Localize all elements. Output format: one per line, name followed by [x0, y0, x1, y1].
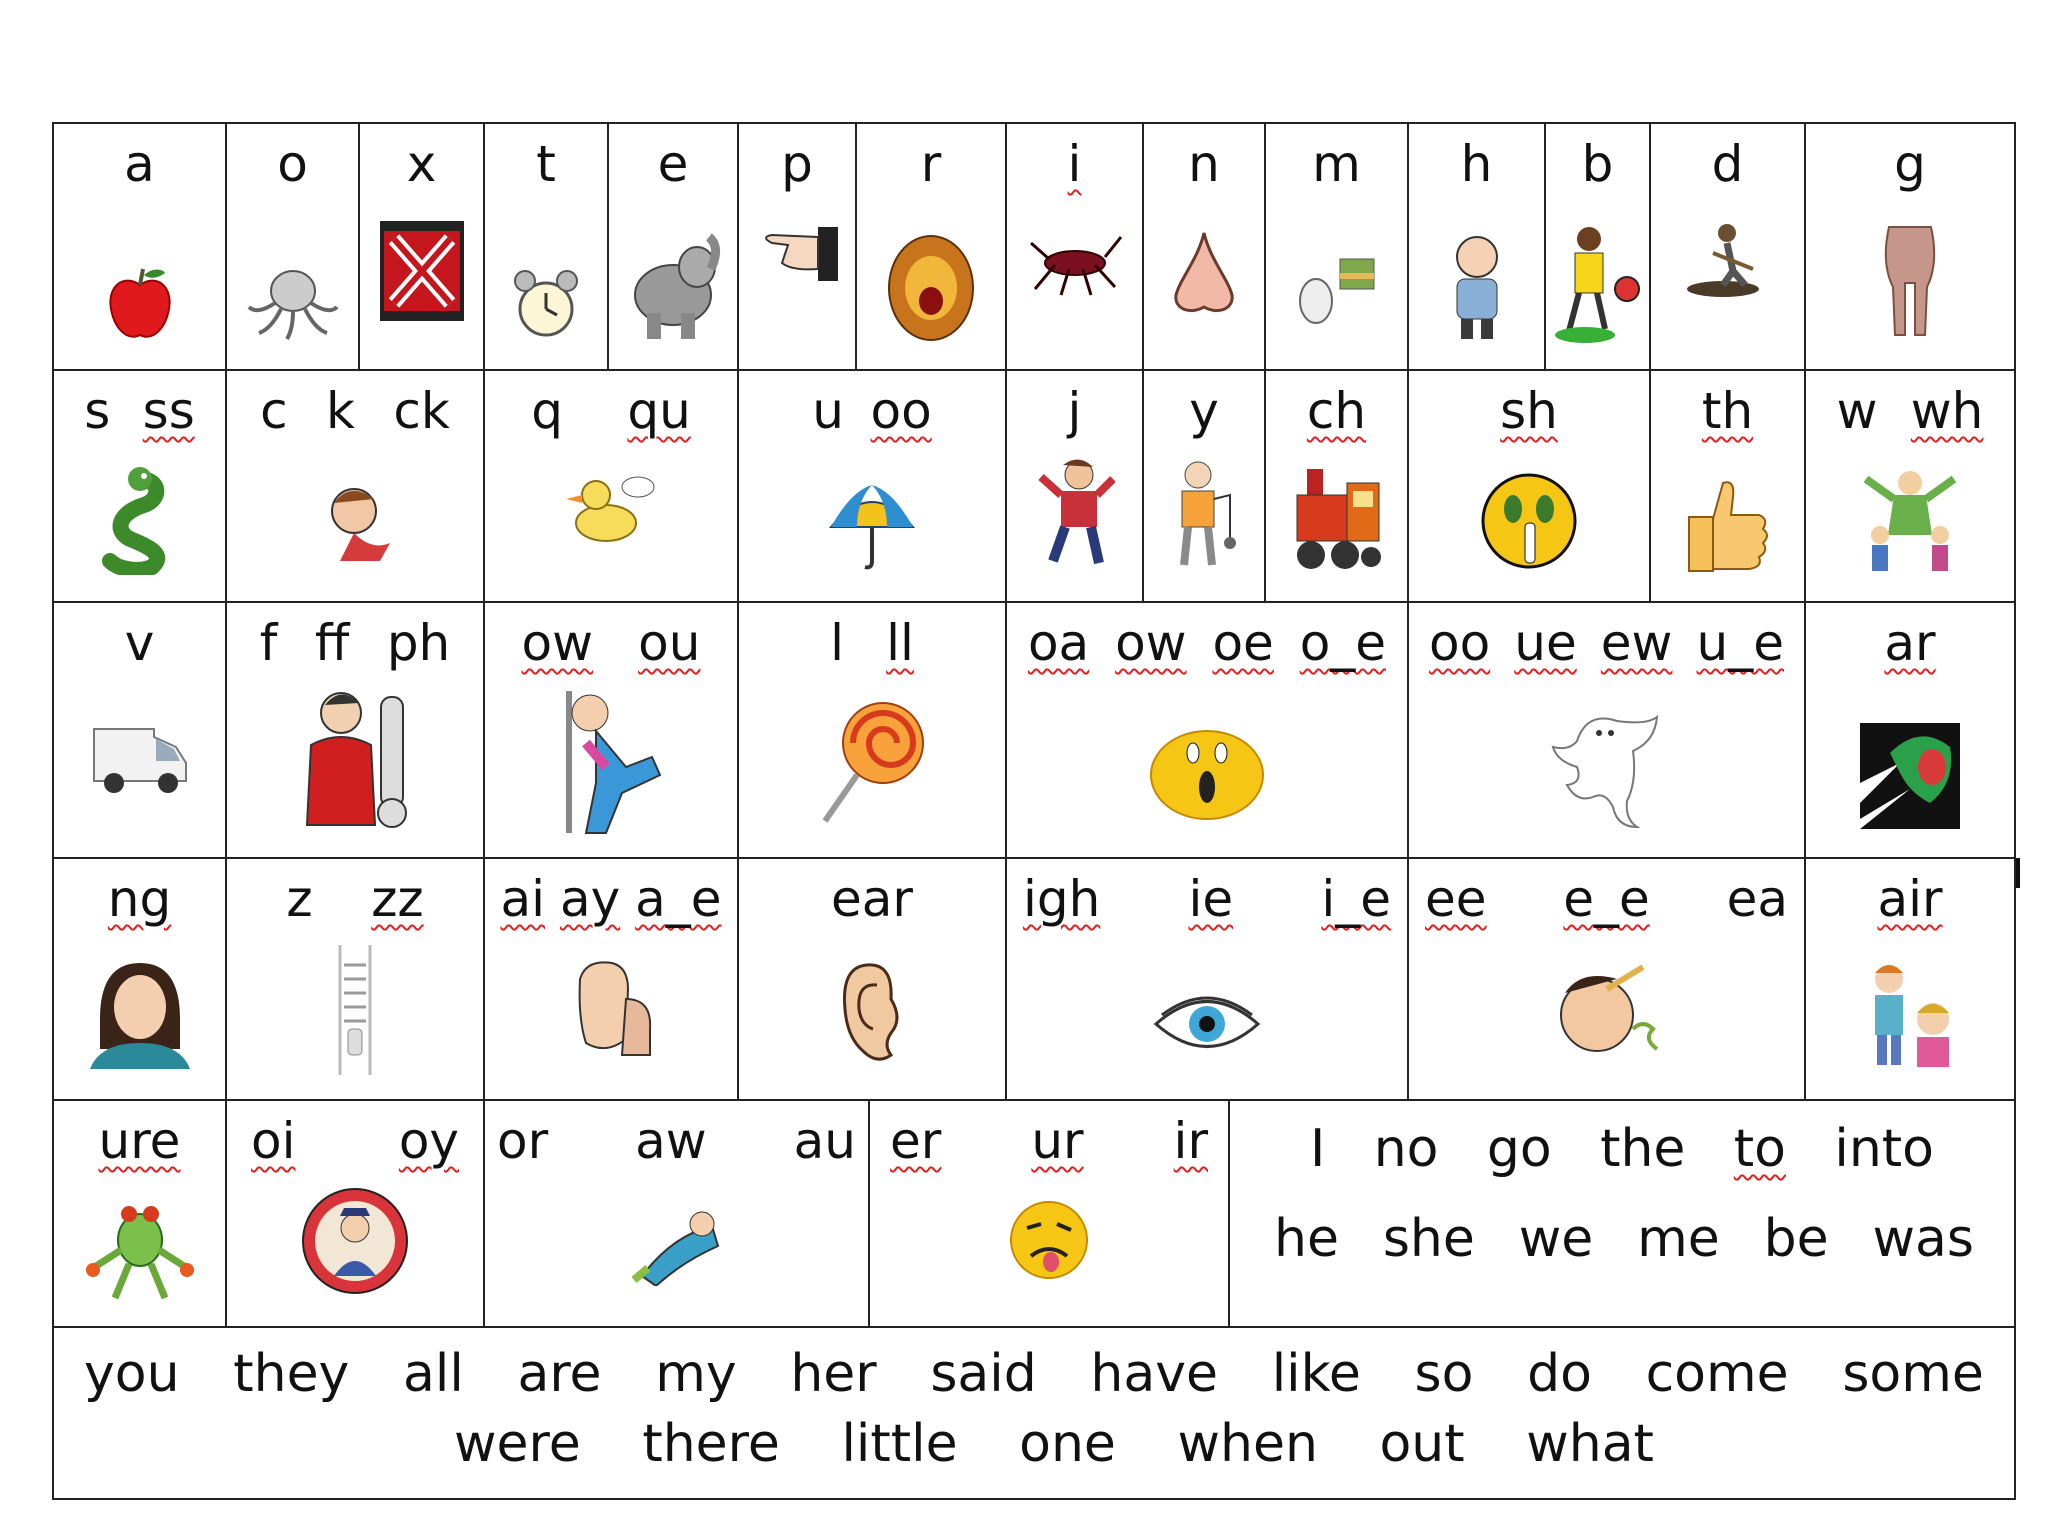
grapheme-label: ow: [1115, 614, 1187, 672]
tricky-word: me: [1637, 1209, 1720, 1269]
cell-q-qu: [483, 369, 739, 603]
tricky-word: little: [841, 1414, 958, 1474]
grapheme-label: zz: [371, 870, 424, 928]
cell-air: [1804, 857, 2016, 1101]
cell-f-ff-ph: [225, 601, 485, 859]
grapheme-label: e_e: [1563, 870, 1650, 928]
shush-face-icon: [1479, 465, 1579, 575]
jumping-boy-icon: [1035, 455, 1115, 575]
cell-z-zz: [225, 857, 485, 1101]
surprised-face-icon: [1147, 721, 1267, 821]
tricky-word: my: [655, 1344, 737, 1404]
footballer-icon: [1553, 223, 1643, 343]
nose-icon: [1164, 229, 1244, 319]
tricky-word: the: [1600, 1119, 1686, 1179]
apple-icon: [105, 263, 175, 343]
duck-icon: [566, 471, 656, 551]
umbrella-icon: [827, 481, 917, 571]
grapheme-label: b: [1581, 135, 1614, 193]
grapheme-label: q: [531, 382, 563, 440]
insect-icon: [1025, 229, 1125, 299]
grapheme-label: h: [1460, 135, 1493, 193]
cell-d: [1649, 122, 1806, 371]
cell-e: [607, 122, 739, 371]
cell-ear: [737, 857, 1007, 1101]
tricky-word: said: [930, 1344, 1037, 1404]
grapheme-label: a: [124, 135, 155, 193]
tricky-word: so: [1414, 1344, 1474, 1404]
cell-i: [1005, 122, 1144, 371]
grapheme-label: oo: [870, 382, 932, 440]
grapheme-label: f: [259, 614, 278, 672]
grapheme-label: ew: [1600, 614, 1673, 672]
grapheme-label: ir: [1173, 1112, 1208, 1170]
tricky-word: were: [454, 1414, 581, 1474]
tricky-word: her: [790, 1344, 877, 1404]
cell-v: [52, 601, 227, 859]
tricky-word: he: [1274, 1209, 1339, 1269]
tricky-word: I: [1310, 1119, 1326, 1179]
grapheme-label: ai: [500, 870, 545, 928]
tricky-word: there: [642, 1414, 780, 1474]
tricky-words-box: [1228, 1099, 2016, 1328]
grapheme-label: o: [277, 135, 308, 193]
cell-x: [358, 122, 485, 371]
tricky-word: be: [1763, 1209, 1829, 1269]
ear-icon: [837, 959, 907, 1069]
grapheme-label: ll: [886, 614, 914, 672]
grapheme-label: y: [1189, 382, 1219, 440]
yoyo-boy-icon: [1164, 455, 1244, 575]
grapheme-label: c: [260, 382, 288, 440]
grapheme-label: t: [536, 135, 556, 193]
grapheme-label: ea: [1726, 870, 1788, 928]
cell-g: [1804, 122, 2016, 371]
grapheme-label: s: [84, 382, 111, 440]
grapheme-label: ure: [98, 1112, 181, 1170]
grapheme-label: ou: [638, 614, 701, 672]
cell-ai-ay-a_e: [483, 857, 739, 1101]
tricky-word: she: [1382, 1209, 1475, 1269]
tricky-word: to: [1733, 1119, 1786, 1179]
grapheme-label: igh: [1023, 870, 1101, 928]
grapheme-label: o_e: [1299, 614, 1387, 672]
cell-p: [737, 122, 857, 371]
tricky-word: some: [1842, 1344, 1984, 1404]
cake-icon: [1292, 249, 1382, 329]
grapheme-label: j: [1067, 382, 1082, 440]
grapheme-label: ch: [1306, 382, 1367, 440]
bottom-words-box: [52, 1326, 2016, 1500]
ghost-icon: [1547, 711, 1667, 831]
tricky-word: like: [1271, 1344, 1361, 1404]
bumped-head-man-icon: [556, 687, 666, 837]
tricky-word: come: [1645, 1344, 1789, 1404]
grapheme-label: v: [124, 614, 155, 672]
grapheme-label: d: [1711, 135, 1744, 193]
cell-ch: [1264, 369, 1409, 603]
train-icon: [1287, 465, 1387, 575]
grapheme-label: x: [406, 135, 437, 193]
grapheme-label: qu: [627, 382, 691, 440]
sea-lion-icon: [1860, 723, 1960, 829]
tricky-word: all: [403, 1344, 464, 1404]
cell-y: [1142, 369, 1266, 603]
alarm-clock-icon: [511, 267, 581, 343]
van-icon: [90, 717, 190, 797]
cell-m: [1264, 122, 1409, 371]
cell-igh-ie-i_e: [1005, 857, 1409, 1101]
cell-n: [1142, 122, 1266, 371]
cell-j: [1005, 369, 1144, 603]
cell-oo-ue-ew-u_e: [1407, 601, 1806, 859]
tricky-word: no: [1373, 1119, 1439, 1179]
grapheme-label: w: [1836, 382, 1878, 440]
lollipop-icon: [817, 699, 927, 829]
x-factor-logo: [380, 221, 464, 321]
children-icon: [1860, 465, 1960, 575]
grapheme-label: oe: [1212, 614, 1274, 672]
grapheme-label: ow: [521, 614, 594, 672]
tricky-word: we: [1518, 1209, 1594, 1269]
eye-icon: [1152, 989, 1262, 1059]
digging-man-icon: [1683, 219, 1773, 299]
grapheme-label: u_e: [1696, 614, 1784, 672]
shouting-man-badge-icon: [300, 1186, 410, 1296]
cell-c-k-ck: [225, 369, 485, 603]
cell-l-ll: [737, 601, 1007, 859]
grapheme-label: i: [1067, 135, 1082, 193]
thumbs-up-icon: [1683, 475, 1773, 575]
grapheme-label: e: [657, 135, 689, 193]
grapheme-label: oo: [1429, 614, 1491, 672]
tricky-word: are: [517, 1344, 602, 1404]
grapheme-label: ay: [559, 870, 621, 928]
grapheme-label: ie: [1188, 870, 1234, 928]
tricky-word: was: [1872, 1209, 1974, 1269]
grapheme-label: ear: [831, 870, 913, 928]
grapheme-label: or: [497, 1112, 549, 1170]
tricky-word: have: [1090, 1344, 1219, 1404]
tricky-word: one: [1019, 1414, 1116, 1474]
grapheme-label: ee: [1425, 870, 1487, 928]
disgusted-face-icon: [1007, 1198, 1091, 1282]
cell-ar: [1804, 601, 2016, 859]
cell-o: [225, 122, 360, 371]
cell-ure: [52, 1099, 227, 1328]
grapheme-label: ur: [1031, 1112, 1084, 1170]
grapheme-label: i_e: [1321, 870, 1391, 928]
grapheme-label: oi: [251, 1112, 296, 1170]
cell-ng: [52, 857, 227, 1101]
grapheme-label: ss: [142, 382, 195, 440]
tricky-word: what: [1526, 1414, 1654, 1474]
cell-r: [855, 122, 1007, 371]
tricky-word: do: [1527, 1344, 1592, 1404]
cell-s-ss: [52, 369, 227, 603]
coughing-boy-icon: [310, 481, 400, 561]
cell-oa-ow-oe-o_e: [1005, 601, 1409, 859]
pointing-hand-icon: [752, 219, 842, 289]
grapheme-label: p: [781, 135, 813, 193]
tricky-word: go: [1486, 1119, 1552, 1179]
cell-oi-oy: [225, 1099, 485, 1328]
grapheme-label: air: [1877, 870, 1943, 928]
cupped-ear-man-icon: [566, 959, 656, 1059]
snoring-man-icon: [632, 1206, 722, 1286]
grapheme-label: l: [830, 614, 844, 672]
grapheme-label: oa: [1027, 614, 1090, 672]
elephant-icon: [623, 233, 723, 343]
panting-man-icon: [1437, 233, 1517, 343]
grapheme-label: sh: [1500, 382, 1558, 440]
legs-icon: [1875, 223, 1945, 343]
tricky-word: you: [84, 1344, 180, 1404]
cell-u-oo: [737, 369, 1007, 603]
zip-icon: [330, 945, 380, 1075]
grapheme-label: m: [1312, 135, 1361, 193]
grapheme-label: ff: [314, 614, 350, 672]
grapheme-label: z: [286, 870, 313, 928]
octopus-icon: [243, 263, 343, 343]
grapheme-label: ph: [386, 614, 451, 672]
cell-w-wh: [1804, 369, 2016, 603]
grapheme-label: ck: [393, 382, 450, 440]
humming-girl-icon: [80, 959, 200, 1069]
grapheme-label: n: [1188, 135, 1220, 193]
grapheme-label: er: [890, 1112, 942, 1170]
grapheme-label: k: [326, 382, 355, 440]
cold-man-thermometer-icon: [295, 685, 415, 835]
cell-ow-ou: [483, 601, 739, 859]
text-cursor: [2016, 858, 2020, 888]
grapheme-label: g: [1894, 135, 1926, 193]
grapheme-label: ng: [107, 870, 172, 928]
tricky-word: into: [1834, 1119, 1934, 1179]
cell-th: [1649, 369, 1806, 603]
hairdryer-girls-icon: [1855, 957, 1965, 1077]
grapheme-label: a_e: [635, 870, 722, 928]
grapheme-label: ue: [1514, 614, 1577, 672]
grapheme-label: u: [812, 382, 844, 440]
tricky-word: when: [1177, 1414, 1318, 1474]
cell-a: [52, 122, 227, 371]
lion-icon: [886, 233, 976, 343]
frog-icon: [85, 1194, 195, 1304]
cell-ee-e_e-ea: [1407, 857, 1806, 1101]
cell-er-ur-ir: [868, 1099, 1230, 1328]
grapheme-label: wh: [1910, 382, 1984, 440]
grapheme-label: oy: [398, 1112, 459, 1170]
cell-sh: [1407, 369, 1651, 603]
cell-t: [483, 122, 609, 371]
grapheme-label: th: [1701, 382, 1754, 440]
tricky-word: they: [233, 1344, 350, 1404]
snake-icon: [100, 465, 180, 575]
tricky-word: out: [1379, 1414, 1465, 1474]
cell-b: [1544, 122, 1651, 371]
grapheme-label: r: [920, 135, 942, 193]
sneezing-man-icon: [1547, 959, 1667, 1069]
grapheme-label: aw: [635, 1112, 707, 1170]
grapheme-label: au: [793, 1112, 856, 1170]
cell-or-aw-au: [483, 1099, 870, 1328]
grapheme-label: ar: [1884, 614, 1936, 672]
cell-h: [1407, 122, 1546, 371]
